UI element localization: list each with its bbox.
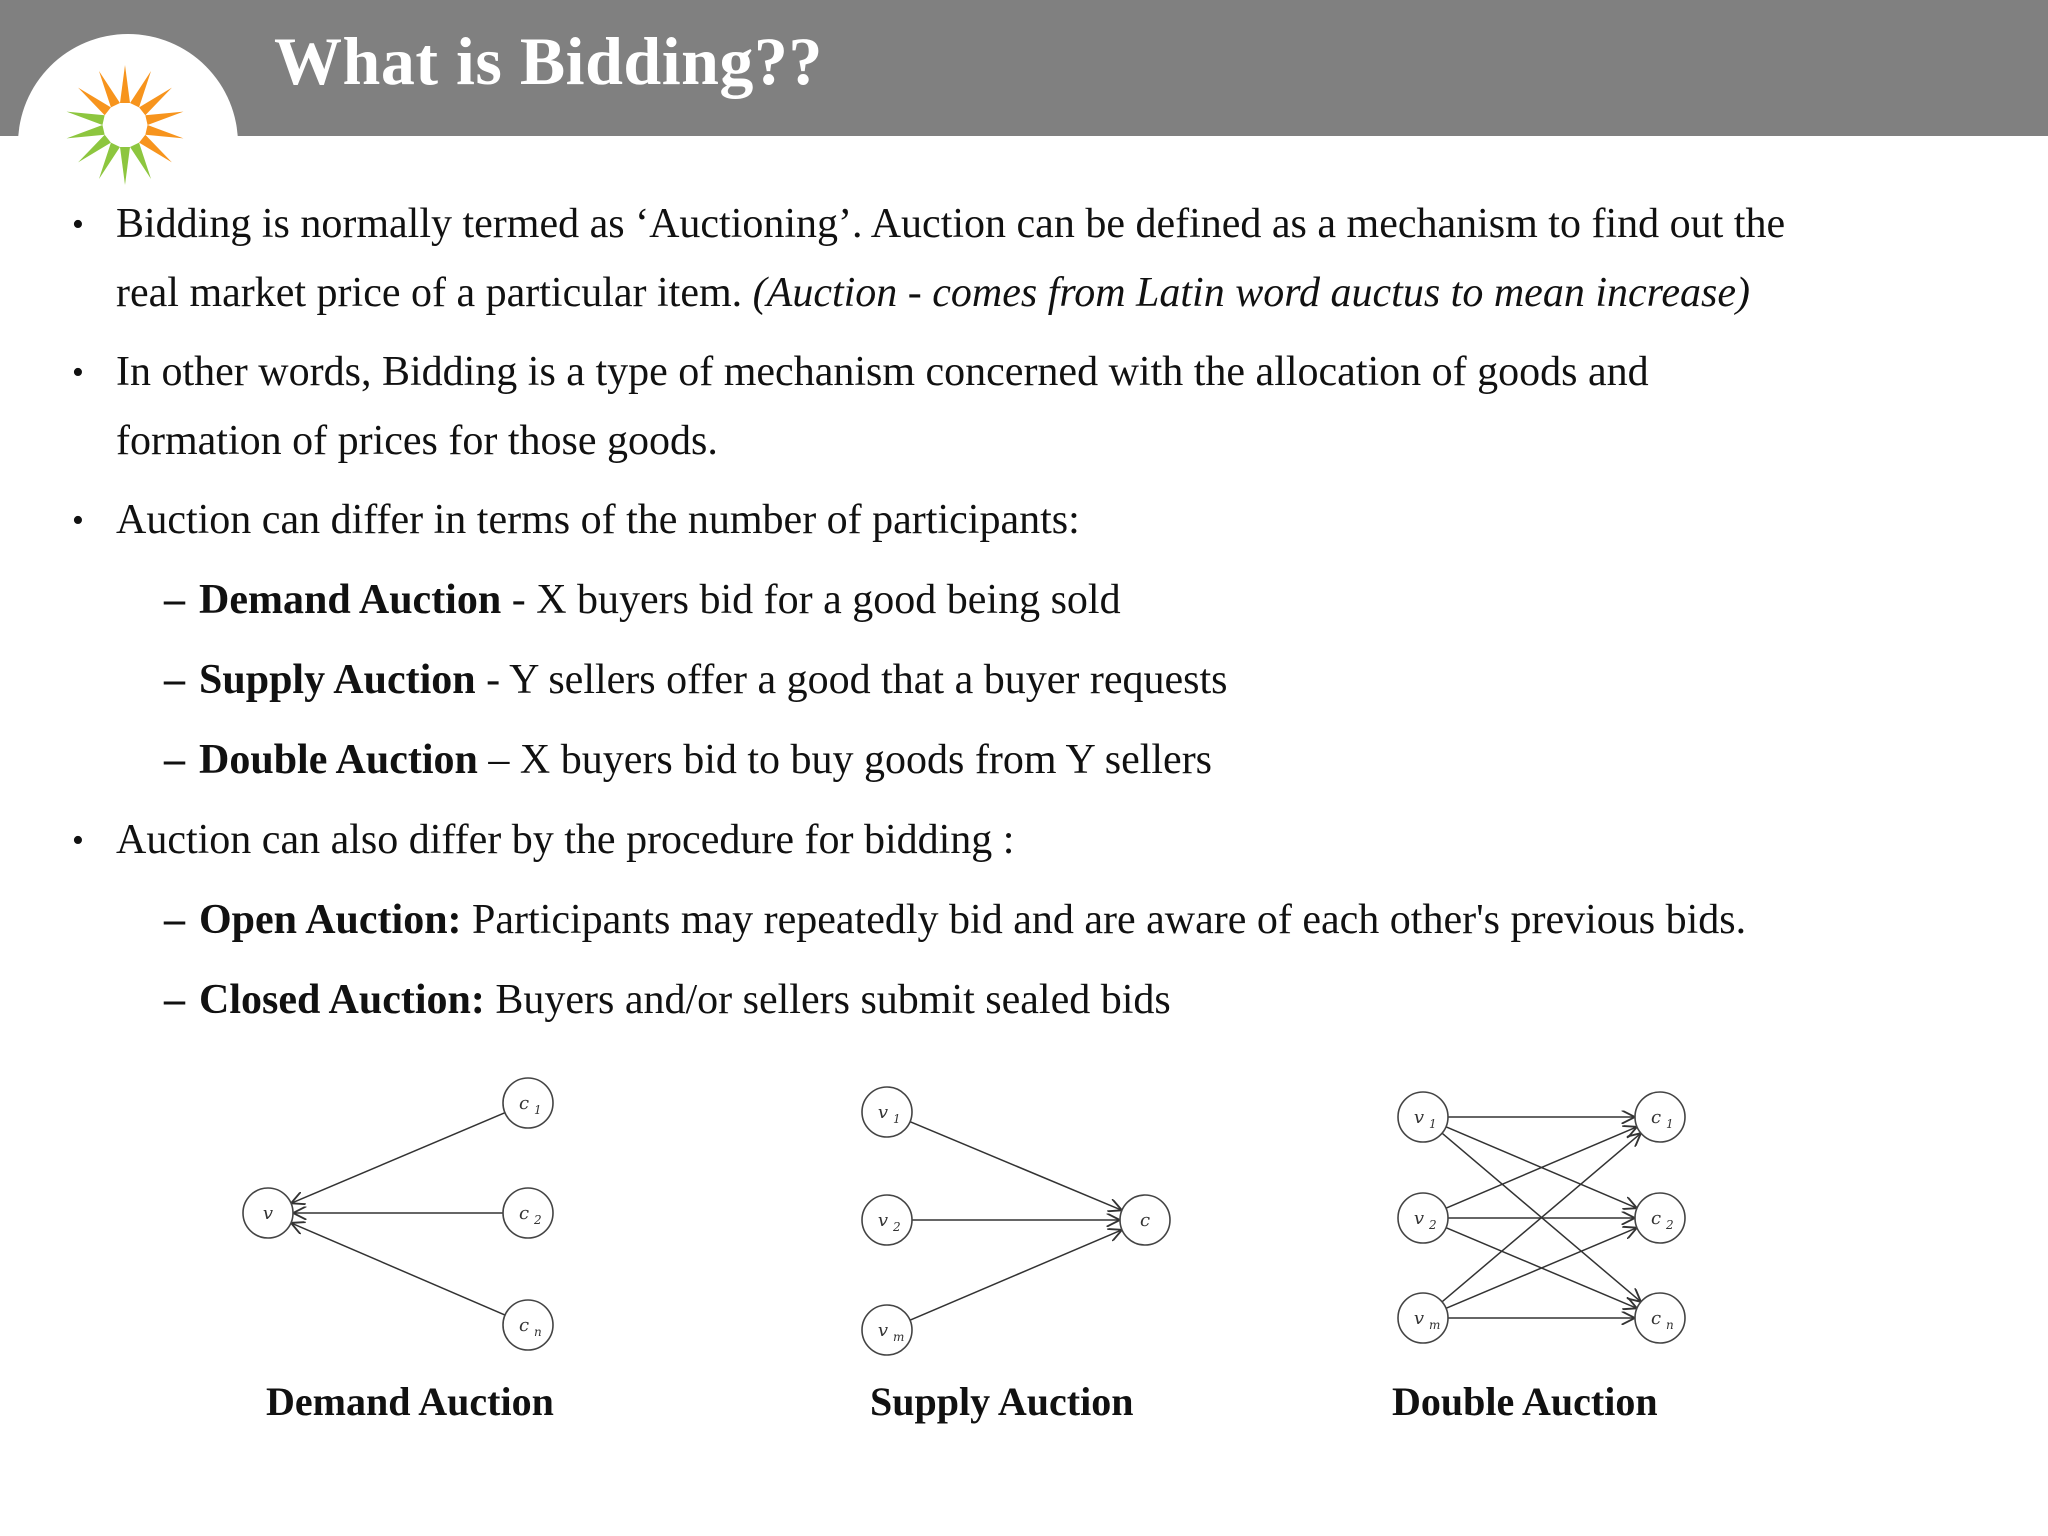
term: Open Auction: [199,897,462,943]
graph-node [1635,1293,1685,1343]
bullet-line: formation of prices for those goods. [116,418,718,464]
sub-item-demand-auction: – Demand Auction - X buyers bid for a good being sold [164,577,1121,623]
auction-diagrams [0,1060,2048,1380]
graph-node [1398,1193,1448,1243]
edge-arrow [910,1230,1122,1320]
logo-ray [65,125,104,143]
sub-item-open-auction: – Open Auction: Participants may repeatedly bid and are aware of each other's previous bids. [164,897,1747,943]
page-title: What is Bidding?? [274,23,823,99]
graph-node [1635,1092,1685,1142]
node-label: c [518,1203,530,1224]
logo-ray [120,147,130,185]
node-subscript: 2 [1666,1218,1674,1232]
bullet-line: Auction can differ in terms of the number of participants: [116,497,1080,543]
graph-node [243,1188,293,1238]
node-subscript: n [1666,1318,1674,1332]
bullet-marker: • [72,206,84,243]
edge-arrow [291,1113,505,1204]
term-description: - X buyers bid for a good being sold [501,577,1121,623]
bullet-line: Auction can also differ by the procedure for bidding : [116,817,1015,863]
demand-auction-diagram [243,1078,553,1350]
term: Double Auction [199,737,478,783]
node-subscript: 1 [1666,1117,1674,1131]
node-label: v [1413,1107,1425,1128]
term-description: - Y sellers offer a good that a buyer requests [475,657,1228,703]
node-subscript: n [534,1325,542,1339]
node-label: c [518,1093,530,1114]
graph-node [862,1087,912,1137]
node-subscript: 2 [893,1220,901,1234]
graph-node [1120,1195,1170,1245]
node-label: c [1650,1107,1662,1128]
term-description: – X buyers bid to buy goods from Y sellers [477,737,1213,783]
node-label: c [1650,1308,1662,1329]
logo-ray [65,107,104,125]
sub-item-supply-auction: – Supply Auction - Y sellers offer a good that a buyer requests [164,657,1228,703]
node-label: c [1139,1210,1151,1231]
node-subscript: 2 [1429,1218,1437,1232]
graph-node [1398,1092,1448,1142]
node-label: v [1413,1208,1425,1229]
term-description: Participants may repeatedly bid and are aware of each other's previous bids. [461,897,1747,943]
caption-double-auction: Double Auction [1392,1379,1658,1424]
graph-node [862,1195,912,1245]
bullet-marker: • [72,822,84,859]
node-subscript: 2 [534,1213,542,1227]
edge-arrow [910,1122,1122,1211]
node-subscript: m [893,1330,905,1344]
node-subscript: 1 [534,1103,542,1117]
node-label: v [1413,1308,1425,1329]
bullet-marker: • [72,354,84,391]
sub-item-closed-auction: – Closed Auction: Buyers and/or sellers submit sealed bids [164,977,1171,1023]
bullet-line: Bidding is normally termed as ‘Auctioning’. Auction can be defined as a mechanism to find out the [116,201,1786,247]
term: Demand Auction [199,577,502,623]
graph-node [503,1300,553,1350]
graph-node [862,1305,912,1355]
graph-node [503,1188,553,1238]
bullet-marker: • [72,502,84,539]
term-description: Buyers and/or sellers submit sealed bids [484,977,1171,1023]
caption-demand-auction: Demand Auction [266,1379,554,1424]
edge-arrow [291,1223,505,1315]
sub-item-double-auction: – Double Auction – X buyers bid to buy goods from Y sellers [164,737,1213,783]
graph-node [503,1078,553,1128]
node-subscript: m [1429,1318,1441,1332]
logo-ray [120,65,130,103]
graph-node [1635,1193,1685,1243]
node-subscript: 1 [893,1112,901,1126]
node-label: c [1650,1208,1662,1229]
term: Closed Auction: [199,977,485,1023]
bullet-line: In other words, Bidding is a type of mechanism concerned with the allocation of goods and [116,349,1649,395]
double-auction-diagram [1398,1092,1685,1343]
sunburst-logo-icon [60,60,190,190]
logo-ray [145,107,184,125]
node-label: c [518,1315,530,1336]
term: Supply Auction [199,657,476,703]
caption-supply-auction: Supply Auction [870,1379,1134,1424]
etymology-note: (Auction - comes from Latin word auctus to mean increase) [752,270,1751,316]
node-label: v [262,1203,274,1224]
node-label: v [877,1102,889,1123]
graph-node [1398,1293,1448,1343]
logo-ray [145,125,184,143]
bullet-line: real market price of a particular item. [116,270,743,316]
node-label: v [877,1320,889,1341]
node-label: v [877,1210,889,1231]
node-subscript: 1 [1429,1117,1437,1131]
supply-auction-diagram [862,1087,1170,1355]
